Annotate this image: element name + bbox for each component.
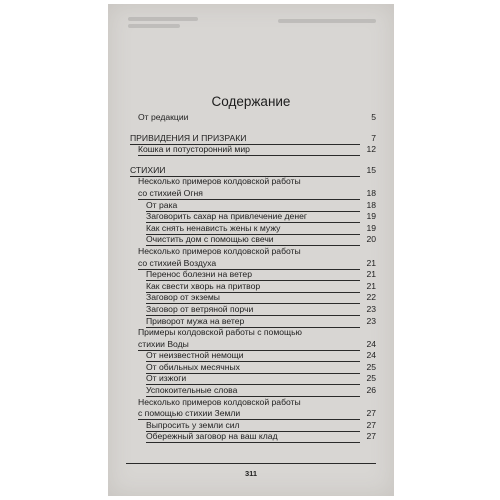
- toc-entry-label: Примеры колдовской работы с помощью: [138, 327, 303, 338]
- toc-entry: [130, 397, 376, 409]
- toc-entry-page: 27: [366, 419, 376, 430]
- toc-entry-underline: [146, 442, 360, 443]
- toc-entry-page: 12: [366, 144, 376, 155]
- toc-entry: [130, 408, 376, 420]
- toc-entry: [130, 176, 376, 188]
- toc-entry-underline: [138, 155, 360, 156]
- toc-entry: [130, 385, 376, 397]
- toc-entry-label: Обережный заговор на ваш клад: [146, 431, 278, 442]
- toc-entry-page: 20: [366, 234, 376, 245]
- table-of-contents: [130, 112, 376, 443]
- toc-entry-page: 27: [366, 431, 376, 442]
- toc-entry-label: Успокоительные слова: [146, 385, 238, 396]
- toc-title: Содержание: [211, 94, 291, 109]
- toc-entry-label: Как снять ненависть жены к мужу: [146, 222, 281, 233]
- toc-entry-page: 18: [366, 187, 376, 198]
- toc-gap: [130, 156, 376, 165]
- toc-entry-label: От изжоги: [146, 373, 187, 384]
- toc-entry-label: От неизвестной немощи: [146, 350, 244, 361]
- toc-entry: [130, 269, 376, 281]
- toc-entry-label: От рака: [146, 199, 178, 210]
- page-number: 311: [244, 469, 258, 478]
- toc-entry: [130, 165, 376, 177]
- toc-entry: [130, 292, 376, 304]
- toc-entry-page: 21: [366, 280, 376, 291]
- toc-entry: [130, 362, 376, 374]
- toc-entry-label: Заговорить сахар на привлечение денег: [146, 211, 307, 222]
- toc-entry: [130, 144, 376, 156]
- toc-entry-page: 26: [366, 385, 376, 396]
- toc-entry-page: 27: [366, 408, 376, 419]
- toc-entry-label: ПРИВИДЕНИЯ И ПРИЗРАКИ: [130, 132, 247, 143]
- toc-entry-label: стихии Воды: [138, 338, 189, 349]
- book-page: [108, 4, 394, 496]
- toc-entry-page: 24: [366, 350, 376, 361]
- toc-entry-label: со стихией Огня: [138, 187, 203, 198]
- toc-entry-page: 19: [366, 211, 376, 222]
- toc-entry-page: 24: [366, 338, 376, 349]
- toc-entry: [130, 211, 376, 223]
- toc-entry: [130, 223, 376, 235]
- toc-entry: [130, 234, 376, 246]
- toc-entry-label: Как свести хворь на притвор: [146, 280, 261, 291]
- toc-entry: [130, 420, 376, 432]
- toc-entry-label: От редакции: [138, 112, 189, 122]
- bleed-through-header: [128, 16, 378, 30]
- toc-entry: [130, 316, 376, 328]
- toc-entry-page: 19: [366, 222, 376, 233]
- toc-entry: [130, 112, 376, 124]
- toc-entry-label: От обильных месячных: [146, 361, 240, 372]
- toc-entry-label: Приворот мужа на ветер: [146, 315, 245, 326]
- toc-entry: [130, 200, 376, 212]
- toc-entry-label: Заговор от ветряной порчи: [146, 303, 254, 314]
- toc-entry: [130, 133, 376, 145]
- toc-entry-label: Несколько примеров колдовской работы: [138, 245, 301, 256]
- toc-entry-page: 22: [366, 292, 376, 303]
- toc-entry-page: 5: [371, 112, 376, 122]
- footer-rule: [126, 463, 376, 464]
- toc-entry: [130, 258, 376, 270]
- toc-entry-page: 25: [366, 373, 376, 384]
- toc-entry-page: 23: [366, 315, 376, 326]
- toc-entry-label: со стихией Воздуха: [138, 257, 217, 268]
- toc-entry: [130, 373, 376, 385]
- toc-entry: [130, 431, 376, 443]
- toc-entry: [130, 304, 376, 316]
- toc-entry-page: 25: [366, 361, 376, 372]
- toc-entry-page: 21: [366, 269, 376, 280]
- toc-entry: [130, 327, 376, 339]
- toc-entry-page: 15: [366, 164, 376, 175]
- toc-entry-label: Выпросить у земли сил: [146, 419, 240, 430]
- toc-gap: [130, 124, 376, 133]
- toc-entry-page: 21: [366, 257, 376, 268]
- toc-entry-label: Несколько примеров колдовской работы: [138, 176, 301, 187]
- toc-entry: [130, 350, 376, 362]
- toc-entry: [130, 281, 376, 293]
- toc-entry-label: с помощью стихии Земли: [138, 408, 241, 419]
- toc-entry: [130, 339, 376, 351]
- toc-entry-label: Очистить дом с помощью свечи: [146, 234, 274, 245]
- toc-entry-page: 23: [366, 303, 376, 314]
- toc-entry-page: 7: [371, 132, 376, 143]
- toc-entry: [130, 188, 376, 200]
- toc-entry-label: Перенос болезни на ветер: [146, 269, 252, 280]
- toc-entry-label: Несколько примеров колдовской работы: [138, 396, 301, 407]
- toc-entry-label: СТИХИИ: [130, 164, 166, 175]
- toc-entry-label: Заговор от экземы: [146, 292, 220, 303]
- toc-entry: [130, 246, 376, 258]
- toc-entry-page: 18: [366, 199, 376, 210]
- toc-entry-label: Кошка и потусторонний мир: [138, 144, 250, 155]
